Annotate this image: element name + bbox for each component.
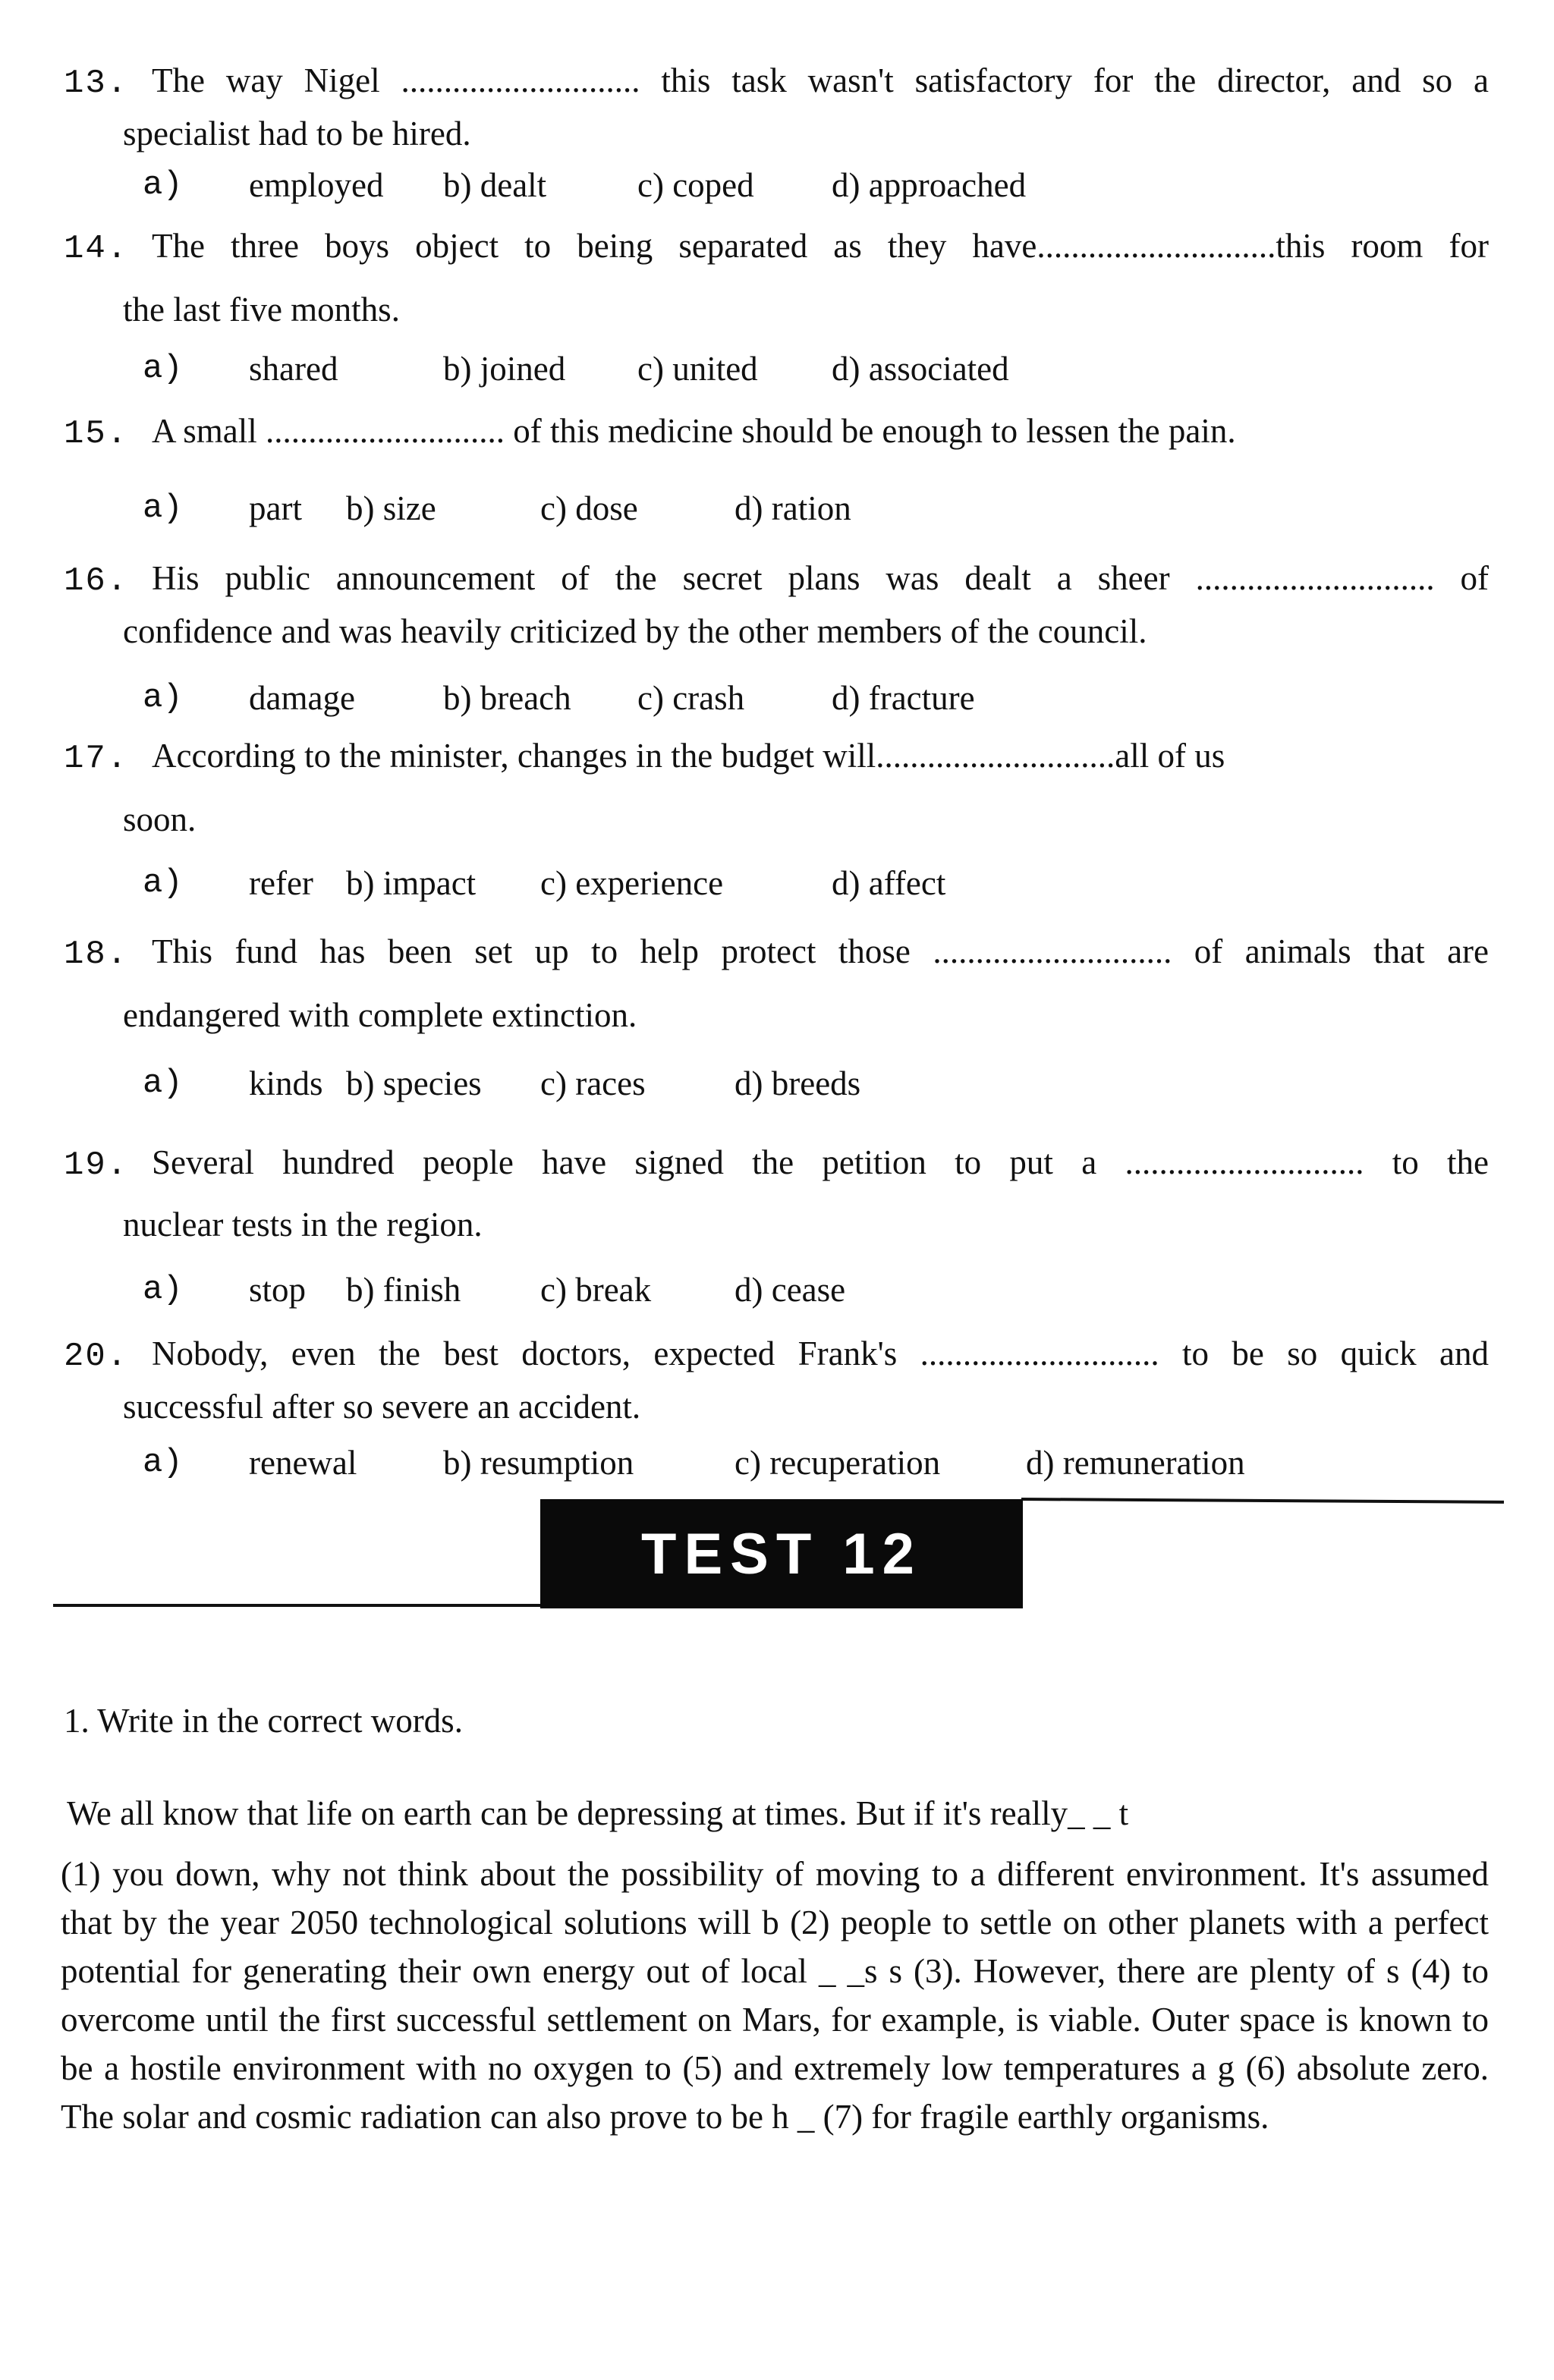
option-c[interactable]: c) coped xyxy=(637,166,754,204)
question-17 xyxy=(64,734,128,780)
option-c[interactable]: c) races xyxy=(540,1064,646,1102)
option-c[interactable]: c) experience xyxy=(540,864,724,902)
option-c[interactable]: c) dose xyxy=(540,489,638,527)
question-19 xyxy=(64,1141,128,1187)
question-number: 17. xyxy=(64,740,129,778)
option-a[interactable]: refer xyxy=(249,864,313,902)
option-c[interactable]: c) crash xyxy=(637,679,745,717)
question-text-cont: nuclear tests in the region. xyxy=(123,1206,483,1243)
option-a-label: a) xyxy=(143,679,183,717)
question-number: 13. xyxy=(64,64,129,102)
question-13 xyxy=(64,59,128,105)
option-a[interactable]: damage xyxy=(249,679,355,717)
question-text: The way Nigel ............................ this task wasn't satisfactory for the director, and so a xyxy=(152,61,1489,99)
divider-rule-bottom xyxy=(53,1604,543,1607)
option-d[interactable]: d) ration xyxy=(735,489,851,527)
option-a[interactable]: shared xyxy=(249,350,338,388)
option-a-label: a) xyxy=(143,864,183,902)
question-number: 15. xyxy=(64,415,129,453)
option-b[interactable]: b) finish xyxy=(346,1271,461,1309)
question-text-cont: confidence and was heavily criticized by the other members of the council. xyxy=(123,612,1147,650)
question-text: According to the minister, changes in the budget will............................all of us xyxy=(152,737,1225,775)
question-14 xyxy=(64,225,128,270)
question-text-cont: soon. xyxy=(123,800,197,838)
option-a-label: a) xyxy=(143,166,183,204)
question-text: Several hundred people have signed the petition to put a ............................ to the xyxy=(152,1143,1489,1181)
question-text-cont: specialist had to be hired. xyxy=(123,115,471,152)
option-a-label: a) xyxy=(143,489,183,527)
task-first-line: We all know that life on earth can be depressing at times. But if it's really_ _ t xyxy=(67,1794,1129,1832)
option-a[interactable]: employed xyxy=(249,166,384,204)
option-d[interactable]: d) fracture xyxy=(832,679,975,717)
option-a[interactable]: part xyxy=(249,489,302,527)
option-c[interactable]: c) break xyxy=(540,1271,652,1309)
option-c[interactable]: c) united xyxy=(637,350,758,388)
divider-rule-top xyxy=(1021,1498,1504,1504)
task-paragraph: (1) you down, why not think about the possibility of moving to a different environment. It's assumed that by the year 2050 technological solutions will b (2) people to settle on other planets with a perfect potential for generating their own energy out of local _ _s s (3). However, there are plenty of s (4) to overcome until the first successful settlement on Mars, for example, is viable. Outer space is known to be a hostile environment with no oxygen to (5) and extremely low temperatures a g (6) absolute zero. The solar and cosmic radiation can also prove to be h _ (7) for fragile earthly organisms. xyxy=(61,1855,1489,2136)
question-number: 14. xyxy=(64,230,129,268)
question-number: 18. xyxy=(64,935,129,973)
option-b[interactable]: b) impact xyxy=(346,864,477,902)
option-a[interactable]: stop xyxy=(249,1271,307,1309)
question-text: His public announcement of the secret plans was dealt a sheer ............................ of xyxy=(152,559,1489,597)
option-d[interactable]: d) affect xyxy=(832,864,946,902)
test-title-banner: TEST 12 xyxy=(540,1499,1023,1608)
option-d[interactable]: d) cease xyxy=(735,1271,846,1309)
option-a[interactable]: renewal xyxy=(249,1444,357,1482)
option-b[interactable]: b) size xyxy=(346,489,436,527)
option-d[interactable]: d) approached xyxy=(832,166,1027,204)
option-d[interactable]: d) remuneration xyxy=(1026,1444,1245,1482)
option-b[interactable]: b) joined xyxy=(443,350,566,388)
question-16 xyxy=(64,557,128,602)
option-a-label: a) xyxy=(143,1271,183,1309)
question-text-cont: successful after so severe an accident. xyxy=(123,1388,641,1426)
question-text-cont: endangered with complete extinction. xyxy=(123,996,637,1034)
question-number: 19. xyxy=(64,1146,129,1184)
question-number: 20. xyxy=(64,1338,129,1375)
option-a-label: a) xyxy=(143,1064,183,1102)
option-a[interactable]: kinds xyxy=(249,1064,323,1102)
option-b[interactable]: b) dealt xyxy=(443,166,547,204)
question-15 xyxy=(64,410,128,455)
option-a-label: a) xyxy=(143,1444,183,1482)
question-text-cont: the last five months. xyxy=(123,291,400,329)
option-a-label: a) xyxy=(143,350,183,388)
question-20 xyxy=(64,1332,128,1378)
question-18 xyxy=(64,930,128,976)
question-text: A small ............................ of this medicine should be enough to lessen the pain. xyxy=(152,412,1236,450)
question-text: Nobody, even the best doctors, expected Frank's ............................ to be so quick and xyxy=(152,1335,1489,1372)
option-c[interactable]: c) recuperation xyxy=(735,1444,941,1482)
question-text: The three boys object to being separated as they have............................this room for xyxy=(152,227,1489,265)
option-b[interactable]: b) resumption xyxy=(443,1444,634,1482)
option-d[interactable]: d) breeds xyxy=(735,1064,861,1102)
question-text: This fund has been set up to help protect those ............................ of animals that are xyxy=(152,932,1489,970)
question-number: 16. xyxy=(64,562,129,600)
task-instruction: 1. Write in the correct words. xyxy=(64,1702,463,1740)
option-d[interactable]: d) associated xyxy=(832,350,1009,388)
option-b[interactable]: b) breach xyxy=(443,679,571,717)
option-b[interactable]: b) species xyxy=(346,1064,482,1102)
